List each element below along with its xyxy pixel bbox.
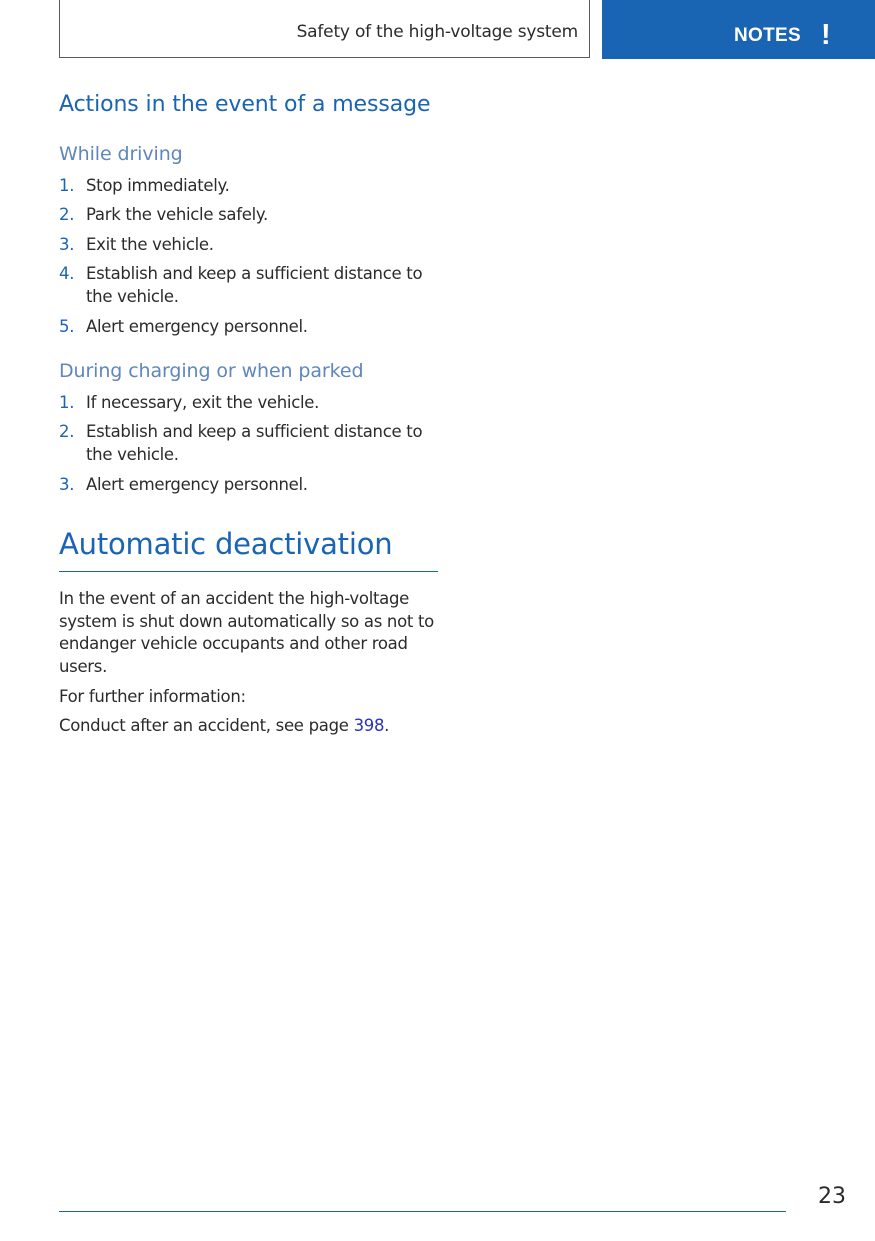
step-item (59, 233, 439, 256)
header-title-box (59, 0, 590, 58)
step-number: 1. (59, 393, 75, 412)
step-number: 2. (59, 422, 75, 442)
section-title: Actions in the event of a message (59, 92, 431, 117)
deactivation-title: Automatic deactivation (59, 527, 393, 561)
step-text: Alert emergency personnel. (86, 316, 308, 336)
step-item (59, 391, 439, 414)
step-item (59, 420, 439, 466)
heading-divider (59, 571, 438, 572)
exclamation-icon: ! (821, 19, 831, 51)
step-item (59, 203, 439, 226)
step-number: 3. (59, 474, 75, 494)
footer-divider (59, 1211, 786, 1212)
step-text: Stop immediately. (86, 176, 230, 195)
step-text: If necessary, exit the vehicle. (86, 393, 320, 412)
step-number: 1. (59, 176, 75, 195)
page-reference-link[interactable]: 398 (353, 716, 385, 735)
step-text: Exit the vehicle. (86, 234, 214, 254)
notes-tab-label: NOTES (734, 25, 801, 46)
step-number: 2. (59, 205, 75, 225)
deactivation-paragraph: In the event of an accident the high-voltage system is shut down automatically so as not to endanger vehicle occupants and other road users. (59, 589, 434, 676)
while-driving-heading: While driving (59, 143, 183, 165)
step-text: Alert emergency personnel. (86, 474, 308, 494)
notes-tab[interactable] (602, 0, 875, 59)
step-item (59, 174, 439, 197)
reference-text: Conduct after an accident, see page (59, 716, 354, 735)
step-text: Park the vehicle safely. (86, 205, 268, 225)
step-text: Establish and keep a sufficient distance to the vehicle. (86, 264, 423, 307)
step-number: 5. (59, 316, 75, 336)
further-info-label: For further information: (59, 687, 246, 706)
page-number: 23 (818, 1184, 846, 1209)
reference-suffix: . (384, 716, 390, 735)
cross-reference (59, 715, 444, 738)
charging-steps (59, 391, 439, 502)
step-number: 3. (59, 234, 75, 254)
chapter-title: Safety of the high-voltage system (296, 22, 578, 42)
step-text: Establish and keep a sufficient distance to the vehicle. (86, 422, 423, 465)
charging-heading: During charging or when parked (59, 360, 364, 382)
while-driving-steps (59, 174, 439, 344)
step-item (59, 262, 439, 308)
step-number: 4. (59, 264, 75, 284)
step-item (59, 315, 439, 338)
step-item (59, 473, 439, 496)
